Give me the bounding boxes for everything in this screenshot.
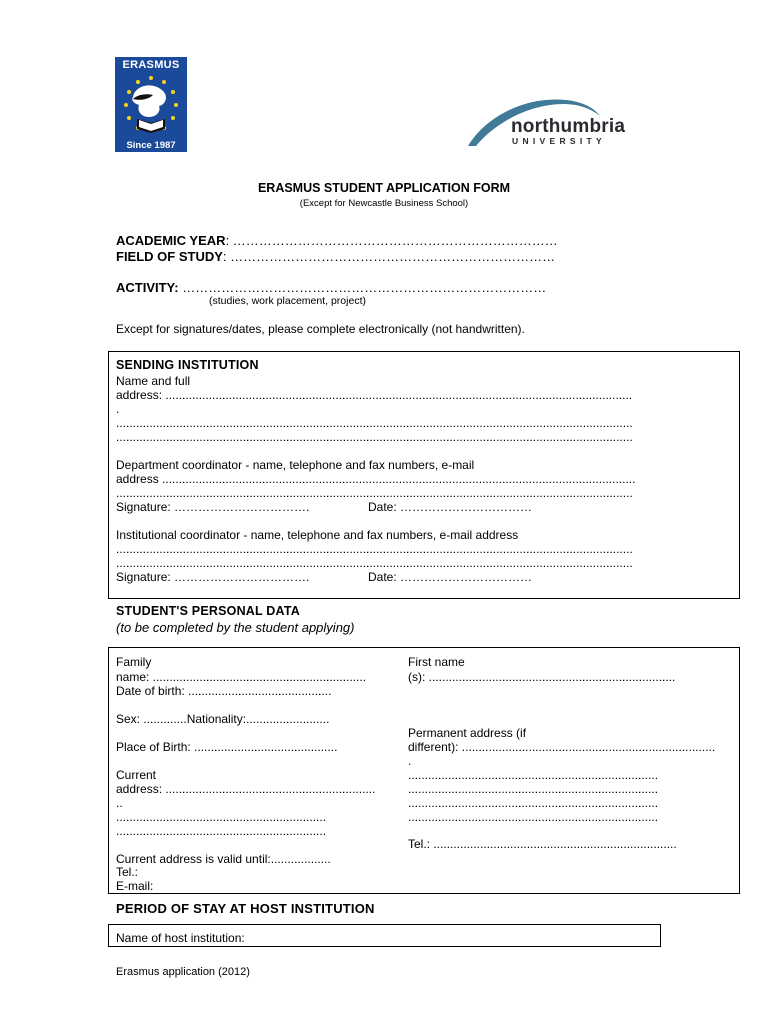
- northumbria-university: UNIVERSITY: [512, 136, 607, 146]
- personal-data-subheading: (to be completed by the student applying): [116, 620, 355, 635]
- current-address-label: Current: [116, 768, 157, 782]
- inst-date-field[interactable]: Date: ……………………………: [368, 570, 533, 584]
- dept-coordinator-label: Department coordinator - name, telephone and fax numbers, e-mail: [116, 458, 475, 472]
- academic-year-field[interactable]: : …………………………………………………………………: [225, 233, 558, 248]
- inst-coordinator-line[interactable]: ...........................................................................................................................................................: [116, 542, 633, 556]
- permanent-address-line[interactable]: ...........................................................................: [408, 782, 659, 796]
- activity-row: [116, 280, 546, 295]
- academic-year-row: [116, 233, 558, 248]
- form-subtitle: (Except for Newcastle Business School): [299, 198, 469, 209]
- current-address-field[interactable]: address: ...............................................................: [116, 782, 376, 796]
- permanent-address-line[interactable]: ...........................................................................: [408, 796, 659, 810]
- email-field[interactable]: E-mail:: [116, 879, 154, 893]
- permanent-address-field[interactable]: different): ............................................................................: [408, 740, 716, 754]
- inst-coordinator-label: Institutional coordinator - name, telephone and fax numbers, e-mail address: [116, 528, 519, 542]
- activity-field[interactable]: …………………………………………………………………………: [178, 280, 547, 295]
- field-of-study-row: [116, 249, 555, 264]
- sending-address-line[interactable]: ...........................................................................................................................................................: [116, 416, 633, 430]
- activity-hint: (studies, work placement, project): [209, 295, 366, 307]
- permanent-address-line[interactable]: ...........................................................................: [408, 810, 659, 824]
- activity-label: ACTIVITY:: [116, 280, 179, 295]
- sex-nationality-field[interactable]: Sex: .............Nationality:.........................: [116, 712, 330, 726]
- instruction-text: Except for signatures/dates, please complete electronically (not handwritten).: [116, 322, 525, 336]
- sending-institution-heading: SENDING INSTITUTION: [116, 358, 259, 372]
- first-name-field[interactable]: (s): ..........................................................................: [408, 670, 676, 684]
- sending-address-field[interactable]: address: ............................................................................................................................................: [116, 388, 633, 402]
- erasmus-logo-text: ERASMUS: [122, 59, 180, 71]
- permanent-address-line[interactable]: ...........................................................................: [408, 768, 659, 782]
- erasmus-since-text: Since 1987: [126, 140, 176, 151]
- erasmus-logo: [115, 57, 187, 152]
- dept-coordinator-field[interactable]: address ..............................................................................................................................................: [116, 472, 636, 486]
- family-name-field[interactable]: name: ................................................................: [116, 670, 367, 684]
- inst-coordinator-line[interactable]: ...........................................................................................................................................................: [116, 556, 633, 570]
- permanent-address-dot: .: [408, 754, 412, 768]
- inst-signature-field[interactable]: Signature: …………………………….: [116, 570, 310, 584]
- family-name-label: Family: [116, 655, 152, 669]
- dept-date-field[interactable]: Date: ……………………………: [368, 500, 533, 514]
- sending-address-dot: .: [116, 402, 120, 416]
- sending-address-line[interactable]: ...........................................................................................................................................................: [116, 430, 633, 444]
- current-address-dots: ..: [116, 796, 123, 810]
- first-name-label: First name: [408, 655, 465, 669]
- erasmus-emblem-icon: [119, 73, 183, 137]
- period-of-stay-heading: PERIOD OF STAY AT HOST INSTITUTION: [116, 901, 375, 916]
- address-valid-until-field[interactable]: Current address is valid until:..................: [116, 852, 331, 866]
- place-of-birth-field[interactable]: Place of Birth: ...........................................: [116, 740, 338, 754]
- sending-name-label: Name and full: [116, 374, 191, 388]
- date-of-birth-field[interactable]: Date of birth: ...........................................: [116, 684, 332, 698]
- northumbria-logo: [466, 94, 656, 150]
- field-of-study-field[interactable]: : …………………………………………………………………: [222, 249, 556, 264]
- current-address-line[interactable]: ...............................................................: [116, 824, 327, 838]
- field-of-study-label: FIELD OF STUDY: [116, 249, 223, 264]
- host-institution-field[interactable]: Name of host institution:: [116, 931, 245, 945]
- footer-text: Erasmus application (2012): [116, 966, 250, 978]
- permanent-address-label: Permanent address (if: [408, 726, 527, 740]
- northumbria-name: northumbria: [511, 116, 626, 137]
- tel-field[interactable]: Tel.:: [116, 865, 139, 879]
- current-address-line[interactable]: ...............................................................: [116, 810, 327, 824]
- personal-data-heading: STUDENT'S PERSONAL DATA: [116, 604, 300, 618]
- dept-signature-field[interactable]: Signature: …………………………….: [116, 500, 310, 514]
- academic-year-label: ACADEMIC YEAR: [116, 233, 226, 248]
- permanent-tel-field[interactable]: Tel.: .........................................................................: [408, 837, 677, 851]
- dept-coordinator-line[interactable]: ...........................................................................................................................................................: [116, 486, 633, 500]
- form-title: ERASMUS STUDENT APPLICATION FORM: [257, 181, 511, 195]
